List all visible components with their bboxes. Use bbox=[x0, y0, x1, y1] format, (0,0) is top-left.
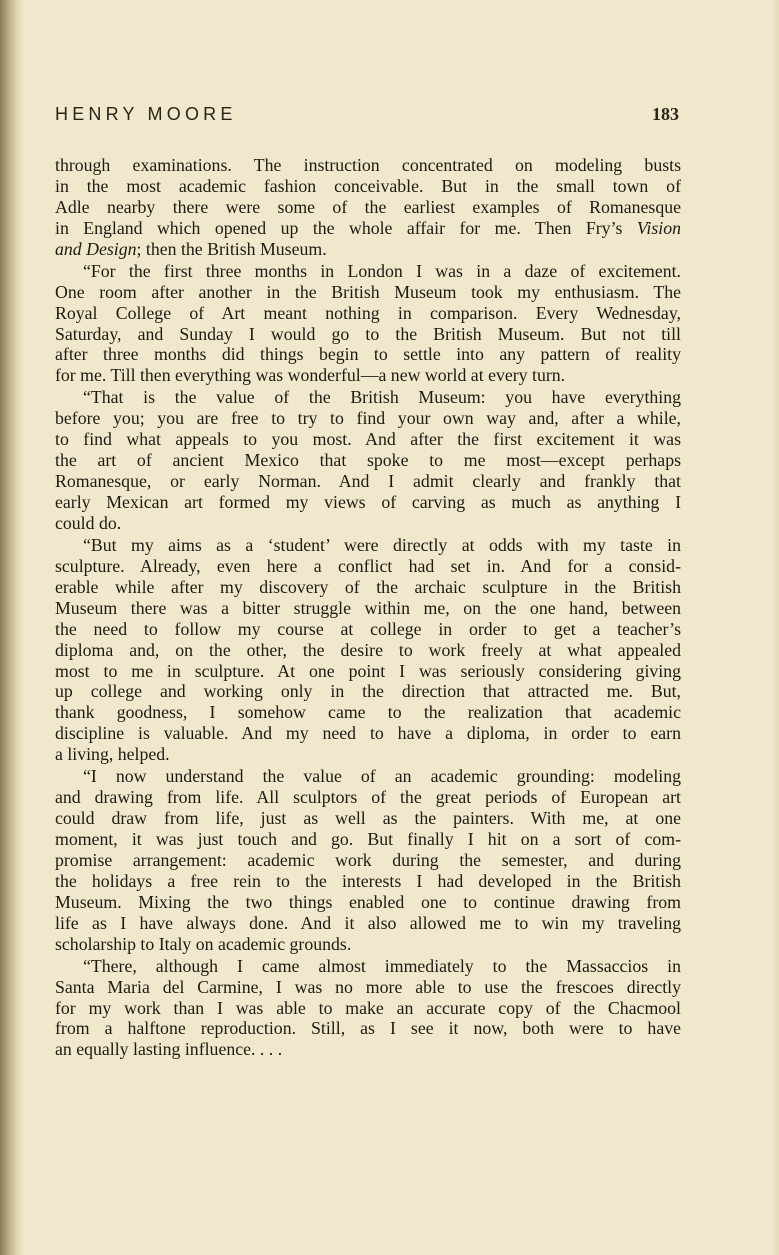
paragraph-6 bbox=[55, 956, 681, 1061]
text-line: for my work than I was able to make an accurate copy of the Chacmool bbox=[55, 997, 681, 1018]
text-line: “But my aims as a ‘student’ were directly at odds with my taste in bbox=[83, 534, 681, 555]
text-line: “That is the value of the British Museum: you have everything bbox=[83, 387, 681, 408]
running-head: HENRY MOORE bbox=[55, 104, 237, 124]
text-line: before you; you are free to try to find your own way and, after a while, bbox=[55, 408, 681, 429]
page-number: 183 bbox=[652, 104, 679, 124]
text-span: then the British Museum. bbox=[145, 238, 327, 259]
text-line: Adle nearby there were some of the earliest examples of Romanesque bbox=[55, 196, 681, 217]
text-line: could do. bbox=[55, 512, 122, 533]
text-line: Santa Maria del Carmine, I was no more able to use the frescoes directly bbox=[55, 976, 681, 997]
text-line: an equally lasting influence. . . . bbox=[55, 1039, 283, 1060]
text-line: the need to follow my course at college in order to get a teacher’s bbox=[55, 618, 681, 639]
text-line: scholarship to Italy on academic grounds. bbox=[55, 933, 352, 954]
text-line: promise arrangement: academic work during the semester, and during bbox=[55, 849, 681, 870]
paragraph-5 bbox=[55, 766, 681, 954]
text-line: the art of ancient Mexico that spoke to me most—except perhaps bbox=[55, 450, 681, 471]
page-header bbox=[55, 104, 679, 132]
text-line: erable while after my discovery of the archaic sculpture in the British bbox=[55, 576, 681, 597]
paragraph-2 bbox=[55, 261, 681, 387]
text-line: One room after another in the British Museum took my enthusiasm. The bbox=[55, 281, 681, 302]
paragraph-1 bbox=[55, 155, 681, 260]
book-title-italic: Vision bbox=[636, 217, 681, 238]
page-edge bbox=[771, 0, 779, 1255]
text-line: to find what appeals to you most. And after the first excitement it was bbox=[55, 429, 681, 450]
paragraph-4 bbox=[55, 535, 681, 765]
text-line: in the most academic fashion conceivable. But in the small town of bbox=[55, 175, 681, 196]
text-line: from a halftone reproduction. Still, as I see it now, both were to have bbox=[55, 1018, 681, 1039]
text-line: up college and working only in the direction that attracted me. But, bbox=[55, 681, 681, 702]
text-line: after three months did things begin to settle into any pattern of reality bbox=[55, 344, 681, 365]
text-line: for me. Till then everything was wonderful—a new world at every turn. bbox=[55, 365, 566, 386]
text-line: and drawing from life. All sculptors of the great periods of European art bbox=[55, 787, 681, 808]
text-line: through examinations. The instruction concentrated on modeling busts bbox=[55, 155, 681, 175]
text-line: early Mexican art formed my views of carving as much as anything I bbox=[55, 492, 681, 512]
text-line: Royal College of Art meant nothing in comparison. Every Wednesday, bbox=[55, 302, 681, 323]
text-span: in England which opened up the whole affair for me. Then Fry’s bbox=[55, 217, 623, 238]
text-line: Museum. Mixing the two things enabled one to continue drawing from bbox=[55, 891, 681, 912]
text-line: a living, helped. bbox=[55, 744, 170, 765]
text-line: “For the first three months in London I was in a daze of excitement. bbox=[83, 260, 681, 281]
text-line: diploma and, on the other, the desire to work freely at what appealed bbox=[55, 639, 681, 660]
text-line bbox=[55, 218, 681, 239]
paragraph-3 bbox=[55, 387, 681, 534]
book-title-italic: and Design bbox=[55, 238, 137, 259]
text-line: Romanesque, or early Norman. And I admit clearly and frankly that bbox=[55, 471, 681, 492]
text-line: discipline is valuable. And my need to have a diploma, in order to earn bbox=[55, 723, 681, 744]
text-line: “There, although I came almost immediately to the Massaccios in bbox=[83, 955, 681, 976]
text-line: sculpture. Already, even here a conflict had set in. And for a consid- bbox=[55, 555, 681, 576]
text-line: moment, it was just touch and go. But finally I hit on a sort of com- bbox=[55, 829, 681, 849]
text-line: Museum there was a bitter struggle within me, on the one hand, between bbox=[55, 597, 681, 618]
page-gutter-shadow bbox=[0, 0, 24, 1255]
text-line: “I now understand the value of an academic grounding: modeling bbox=[83, 766, 681, 787]
text-line: thank goodness, I somehow came to the realization that academic bbox=[55, 702, 681, 723]
text-line: could draw from life, just as well as the painters. With me, at one bbox=[55, 808, 681, 829]
body-text bbox=[55, 155, 681, 1060]
text-line: most to me in sculpture. At one point I was seriously considering giving bbox=[55, 660, 681, 681]
text-line: the holidays a free rein to the interests I had developed in the British bbox=[55, 870, 681, 891]
text-line: life as I have always done. And it also allowed me to win my traveling bbox=[55, 912, 681, 933]
text-line: and Design; then the British Museum. bbox=[55, 238, 327, 259]
text-line: Saturday, and Sunday I would go to the British Museum. But not till bbox=[55, 323, 681, 344]
